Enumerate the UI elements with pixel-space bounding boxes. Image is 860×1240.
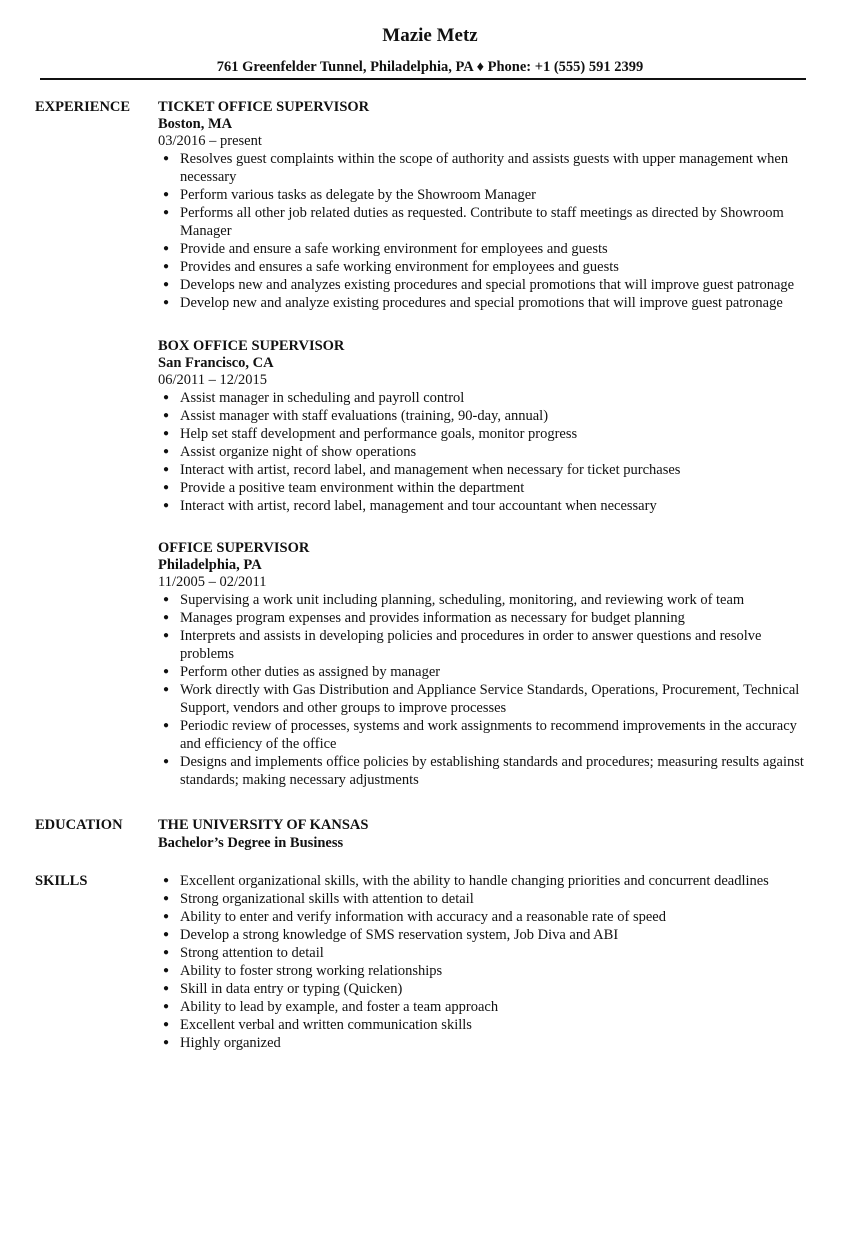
list-item: ● Strong organizational skills with attention to detail (163, 891, 474, 907)
skills-list-container (158, 872, 818, 1052)
bullet-icon: ● (163, 207, 170, 218)
job-title: TICKET OFFICE SUPERVISOR (158, 99, 370, 115)
bullet-icon: ● (163, 446, 170, 457)
list-item: ● Help set staff development and performance goals, monitor progress (163, 426, 578, 442)
job-dates: 03/2016 – present (158, 133, 262, 149)
job-title: OFFICE SUPERVISOR (158, 540, 310, 556)
list-item: ● Assist manager with staff evaluations (training, 90-day, annual) (163, 408, 549, 424)
list-item: ● Excellent organizational skills, with the ability to handle changing priorities and concurrent deadlines (163, 873, 769, 889)
bullet-icon: ● (163, 392, 170, 403)
job-bullets (158, 591, 818, 789)
bullet-icon: ● (163, 893, 170, 904)
job-title: BOX OFFICE SUPERVISOR (158, 338, 345, 354)
bullet-icon: ● (163, 947, 170, 958)
list-item: ● Ability to enter and verify information with accuracy and a reasonable rate of speed (163, 909, 666, 925)
list-item: ● Strong attention to detail (163, 945, 324, 961)
list-item: ● Ability to lead by example, and foster a team approach (163, 999, 499, 1015)
bullet-icon: ● (163, 612, 170, 623)
bullet-icon: ● (163, 720, 170, 731)
section-label-experience: EXPERIENCE (35, 99, 131, 115)
list-item: ● Assist organize night of show operations (163, 444, 417, 460)
job-bullets (158, 150, 818, 312)
list-item: ● Provides and ensures a safe working environment for employees and guests (163, 259, 619, 275)
list-item: ● Provide and ensure a safe working environment for employees and guests (163, 241, 608, 257)
job-bullets (158, 389, 818, 515)
bullet-icon: ● (163, 1037, 170, 1048)
job-location: Boston, MA (158, 116, 233, 132)
bullet-icon: ● (163, 1001, 170, 1012)
bullet-icon: ● (163, 911, 170, 922)
job-location: Philadelphia, PA (158, 557, 262, 573)
skills-list (158, 872, 818, 1052)
list-item: ● Provide a positive team environment within the department (163, 480, 525, 496)
bullet-icon: ● (163, 756, 170, 767)
bullet-icon: ● (163, 297, 170, 308)
job-office-supervisor (158, 539, 818, 789)
degree: Bachelor’s Degree in Business (158, 835, 344, 851)
list-item: ● Assist manager in scheduling and payroll control (163, 390, 465, 406)
list-item: ● Work directly with Gas Distribution and Appliance Service Standards, Operations, Procurement, Technical Support, vendors and other groups to improve processes (163, 682, 800, 716)
resume-name: Mazie Metz (382, 25, 478, 46)
bullet-icon: ● (163, 875, 170, 886)
job-ticket-office-supervisor (158, 98, 818, 312)
bullet-icon: ● (163, 666, 170, 677)
list-item: ● Develop new and analyze existing procedures and special promotions that will improve guest patronage (163, 295, 783, 311)
list-item: ● Interact with artist, record label, and management when necessary for ticket purchases (163, 462, 681, 478)
bullet-icon: ● (163, 1019, 170, 1030)
bullet-icon: ● (163, 965, 170, 976)
bullet-icon: ● (163, 630, 170, 641)
list-item: ● Highly organized (163, 1035, 281, 1051)
bullet-icon: ● (163, 684, 170, 695)
bullet-icon: ● (163, 482, 170, 493)
contact-line: 761 Greenfelder Tunnel, Philadelphia, PA ♦ Phone: +1 (555) 591 2399 (216, 59, 644, 75)
bullet-icon: ● (163, 500, 170, 511)
education-entry (158, 816, 818, 853)
list-item: ● Develops new and analyzes existing procedures and special promotions that will improve guest patronage (163, 277, 795, 293)
header-divider (40, 78, 806, 80)
bullet-icon: ● (163, 279, 170, 290)
bullet-icon: ● (163, 594, 170, 605)
section-label-skills: SKILLS (35, 873, 88, 889)
list-item: ● Resolves guest complaints within the scope of authority and assists guests with upper management when necessary (163, 151, 789, 185)
list-item: ● Designs and implements office policies by establishing standards and procedures; measuring results against standards; making necessary adjustments (163, 754, 804, 788)
list-item: ● Perform other duties as assigned by manager (163, 664, 441, 680)
bullet-icon: ● (163, 153, 170, 164)
bullet-icon: ● (163, 189, 170, 200)
bullet-icon: ● (163, 464, 170, 475)
job-dates: 06/2011 – 12/2015 (158, 372, 268, 388)
list-item: ● Performs all other job related duties as requested. Contribute to staff meetings as directed by Showroom Manager (163, 205, 784, 239)
job-location: San Francisco, CA (158, 355, 274, 371)
section-label-education: EDUCATION (35, 817, 123, 833)
list-item: ● Periodic review of processes, systems and work assignments to recommend improvements in the accuracy and efficiency of the office (163, 718, 797, 752)
list-item: ● Supervising a work unit including planning, scheduling, monitoring, and reviewing work of team (163, 592, 745, 608)
list-item: ● Excellent verbal and written communication skills (163, 1017, 472, 1033)
list-item: ● Interact with artist, record label, management and tour accountant when necessary (163, 498, 657, 514)
bullet-icon: ● (163, 983, 170, 994)
bullet-icon: ● (163, 243, 170, 254)
list-item: ● Manages program expenses and provides information as necessary for budget planning (163, 610, 685, 626)
list-item: ● Perform various tasks as delegate by the Showroom Manager (163, 187, 536, 203)
bullet-icon: ● (163, 410, 170, 421)
job-dates: 11/2005 – 02/2011 (158, 574, 267, 590)
list-item: ● Interprets and assists in developing policies and procedures in order to answer questions and resolve problems (163, 628, 762, 662)
list-item: ● Develop a strong knowledge of SMS reservation system, Job Diva and ABI (163, 927, 619, 943)
school-name: THE UNIVERSITY OF KANSAS (158, 817, 369, 833)
bullet-icon: ● (163, 261, 170, 272)
job-box-office-supervisor (158, 337, 818, 515)
list-item: ● Ability to foster strong working relationships (163, 963, 443, 979)
bullet-icon: ● (163, 929, 170, 940)
list-item: ● Skill in data entry or typing (Quicken) (163, 981, 403, 997)
bullet-icon: ● (163, 428, 170, 439)
